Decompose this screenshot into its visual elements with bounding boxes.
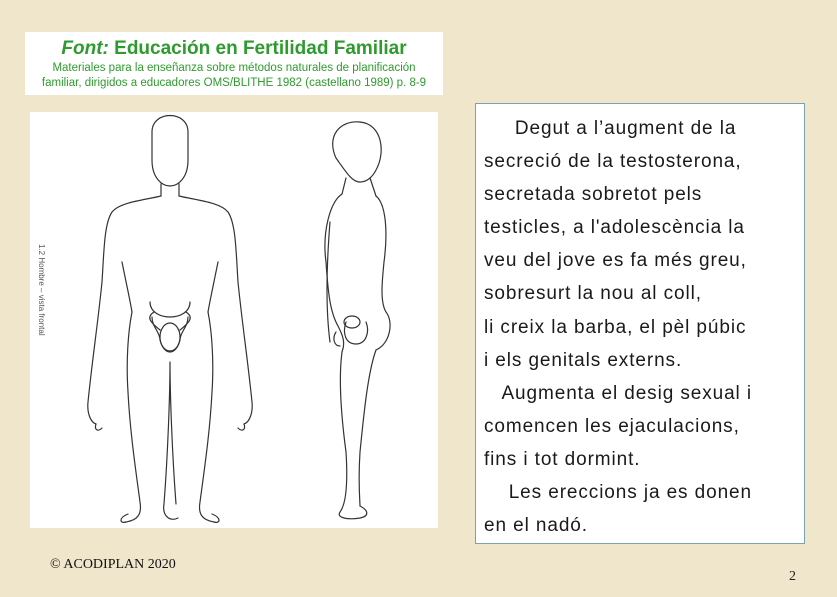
text-line: i els genitals externs. [484, 349, 683, 371]
text-line: fins i tot dormint. [484, 448, 641, 470]
text-line: secreció de la testosterona, [484, 151, 742, 173]
source-title [25, 36, 443, 61]
anatomy-figure-panel [30, 112, 438, 528]
source-book-title: Educación en Fertilidad Familiar [114, 38, 407, 59]
text-line: veu del jove es fa més greu, [484, 250, 747, 272]
male-body-illustration [30, 112, 438, 528]
copyright-notice: © ACODIPLAN 2020 [50, 557, 176, 572]
source-box [25, 32, 443, 95]
side-view-figure [325, 122, 390, 519]
text-line: Les ereccions ja es donen [484, 482, 752, 504]
source-subtitle-line2: familiar, dirigidos a educadores OMS/BLITHE 1982 (castellano 1989) p. 8-9 [41, 77, 427, 89]
text-line: li creix la barba, el pèl púbic [484, 316, 747, 338]
text-line: sobresurt la nou al coll, [484, 283, 702, 305]
text-line: en el nadó. [484, 515, 588, 537]
text-line: testicles, a l'adolescència la [484, 217, 745, 239]
page-number: 2 [789, 569, 796, 584]
figure-caption: 1.2 Hombre – vista frontal [37, 244, 46, 336]
text-line: Augmenta el desig sexual i [484, 382, 752, 404]
source-label: Font: [61, 38, 109, 59]
source-subtitle-line1: Materiales para la enseñanza sobre métodos naturales de planificación [52, 62, 416, 74]
explanation-text-box [475, 103, 805, 544]
text-line: comencen les ejaculacions, [484, 415, 740, 437]
front-view-figure [88, 116, 252, 523]
text-line: Degut a l’augment de la [484, 118, 737, 139]
text-line: secretada sobretot pels [484, 184, 703, 206]
